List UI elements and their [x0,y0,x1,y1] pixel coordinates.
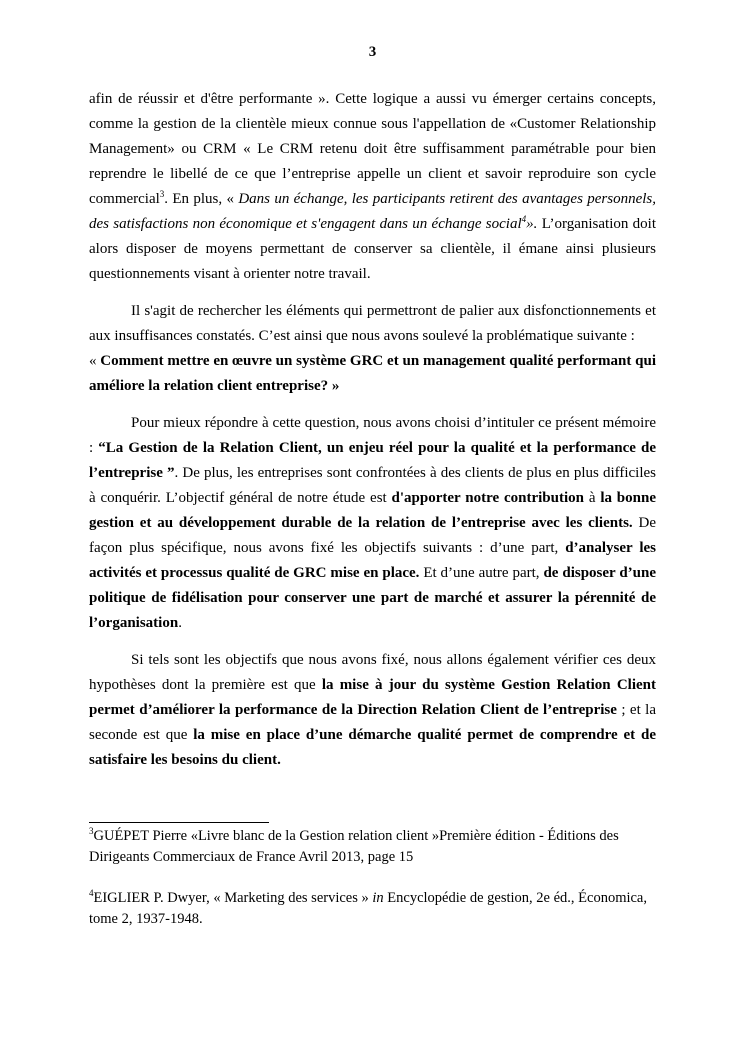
footnotes [89,826,656,930]
footnote-separator [89,822,269,823]
page-number: 3 [368,44,377,60]
document-body [89,87,656,773]
paragraph-intro: afin de réussir et d'être performante ». Cette logique a aussi vu émerger certains concepts, comme la gestion de la clientèle mieux connue sous l'appellation de «Customer Relationship Management» ou CRM « Le CRM retenu doit être suffisamment paramétrable pour bien reprendre le libellé de ce que l’entreprise appelle un client et savoir reproduire son cycle commercial$^3$. En plus, « Dans un échange, les participants retirent des avantages personnels, des satisfactions non économique et s'engagent dans un échange social$^4$». L’organisation doit alors disposer de moyens permettant de conserver sa clientèle, il émane ainsi plusieurs questionnements visant à orienter notre travail. [89,91,656,282]
paragraph-hypotheses: Si tels sont les objectifs que nous avons fixé, nous allons également vérifier ces deux hypothèses dont la première est que la mise à jour du système Gestion Relation Client permet d’améliorer la performance de la Direction Relation Client de l’entreprise ; et la seconde est que la mise en place d’une démarche qualité permet de comprendre et de satisfaire les besoins du client. [89,652,656,768]
paragraph-objectives: Pour mieux répondre à cette question, nous avons choisi d’intituler ce présent mémoire : “La Gestion de la Relation Client, un enjeu réel pour la qualité et la performance de l’entreprise ”. De plus, les entreprises sont confrontées à des clients de plus en plus difficiles à conquérir. L’objectif général de notre étude est d'apporter notre contribution à la bonne gestion et au développement durable de la relation de l’entreprise avec les clients. De façon plus spécifique, nous avons fixé les objectifs suivants : d’une part, d’analyser les activités et processus qualité de GRC mise en place. Et d’une autre part, de disposer d’une politique de fidélisation pour conserver une part de marché et assurer la pérennité de l’organisation. [89,415,657,631]
paragraph-problem-context: Il s'agit de rechercher les éléments qui permettront de palier aux disfonctionnements et aux insuffisances constatés. C’est ainsi que nous avons soulevé la problématique suivante : [89,303,656,344]
footnote-ref-3: 3 [159,189,165,199]
thesis-title: “La Gestion de la Relation Client, un enjeu réel pour la qualité et la performance de l’entreprise ” [89,440,656,481]
footnote-4: $^4$EIGLIER P. Dwyer, « Marketing des services » in Encyclopédie de gestion, 2e éd., Économica, tome 2, 1937-1948. [89,888,647,927]
problem-statement: « Comment mettre en œuvre un système GRC et un management qualité performant qui améliore la relation client entreprise? » [89,353,656,394]
quote-italic: Dans un échange, les participants retirent des avantages personnels, des satisfactions non économique et s'engagent dans un échange social [89,191,656,232]
footnote-3: $^3$GUÉPET Pierre «Livre blanc de la Gestion relation client »Première édition - Éditions des Dirigeants Commerciaux de France Avril 2013, page 15 [89,826,619,865]
footnote-ref-4: 4 [521,214,527,224]
